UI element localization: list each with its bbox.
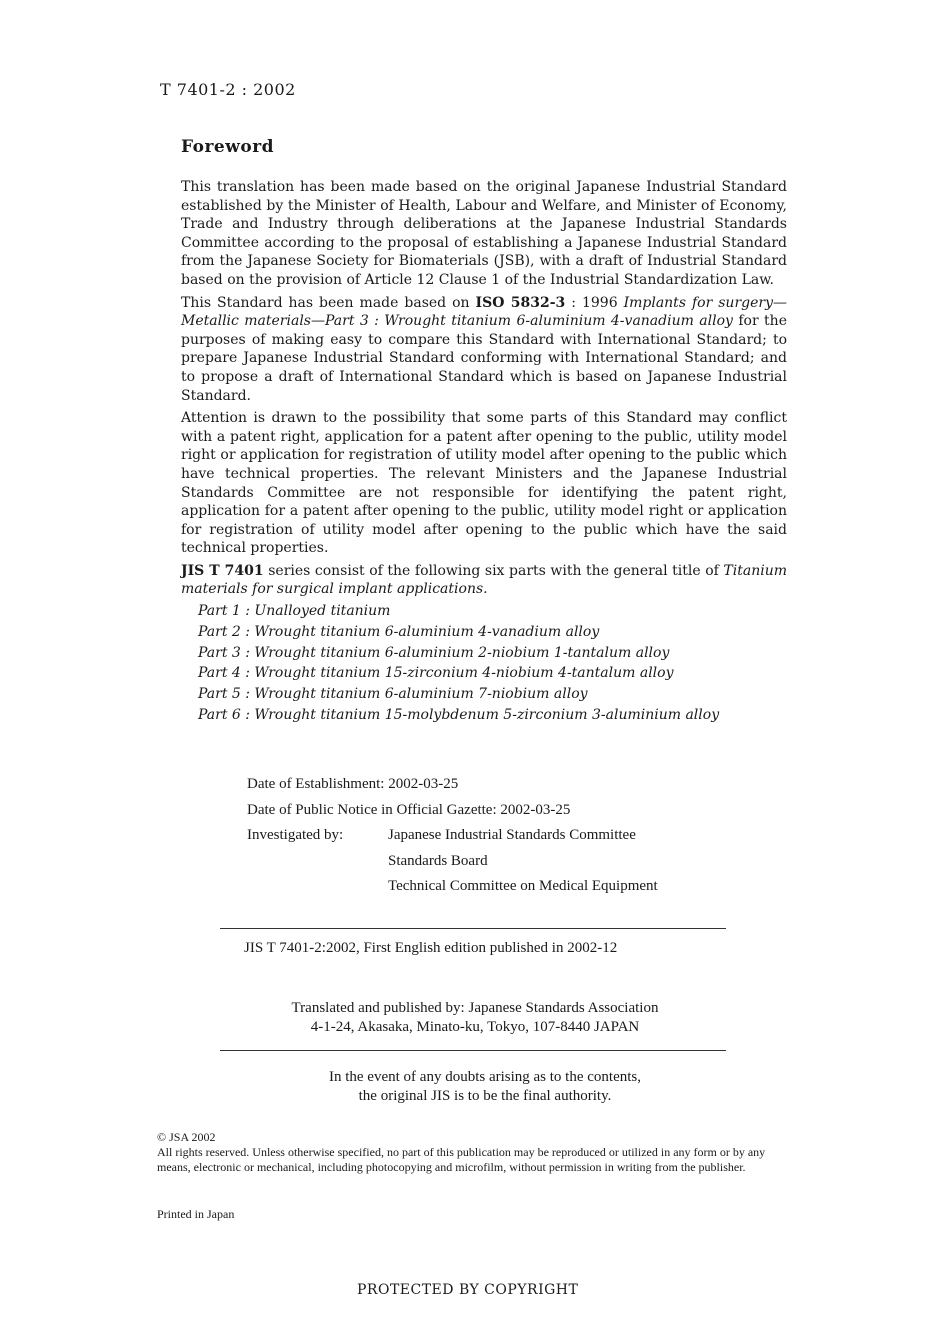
copyright-notice: All rights reserved. Unless otherwise specified, no part of this publication may be reproduced or utilized in any form or by any means, electronic or mechanical, including photocopying and microfilm, without permission in writing from the publisher. [157, 1145, 766, 1174]
foreword-paragraph-4 [181, 562, 787, 599]
list-item: Part 2 : Wrought titanium 6-aluminium 4-vanadium alloy [198, 623, 600, 640]
p4-text: series consist of the following six parts with the general title of [263, 562, 724, 579]
jis-reference: JIS T 7401 [181, 562, 264, 579]
series-title: Titanium materials for surgical implant applications. [181, 562, 787, 598]
publisher-address: 4-1-24, Akasaka, Minato-ku, Tokyo, 107-8440 JAPAN [310, 1019, 640, 1035]
p2-text: This Standard has been made based on [181, 294, 476, 311]
publisher-block [220, 999, 730, 1037]
authority-line-1: In the event of any doubts arising as to the contents, [328, 1069, 641, 1085]
list-item: Part 3 : Wrought titanium 6-aluminium 2-niobium 1-tantalum alloy [198, 644, 670, 661]
copyright-owner: © JSA 2002 [157, 1130, 216, 1144]
investigated-row [247, 874, 658, 900]
establishment-date: Date of Establishment: 2002-03-25 [247, 776, 459, 792]
authority-line-2: the original JIS is to be the final authority. [358, 1088, 612, 1104]
investigated-body-1: Japanese Industrial Standards Committee [388, 827, 636, 843]
gazette-date: Date of Public Notice in Official Gazette: 2002-03-25 [247, 801, 571, 818]
investigated-row [247, 849, 658, 875]
foreword-heading: Foreword [181, 137, 275, 157]
iso-reference: ISO 5832-3 [475, 294, 566, 311]
iso-year: : 1996 [565, 294, 624, 311]
divider [220, 1050, 726, 1051]
p2-text-end: for the purposes of making easy to compare this Standard with International Standard; to prepare Japanese Industrial Standard conforming with International Standard; and to propose a draft of International Standard which is based on Japanese Industrial Standard. [181, 313, 787, 404]
iso-title: Implants for surgery—Metallic materials—Part 3 : Wrought titanium 6-aluminium 4-vanadium alloy [181, 294, 787, 330]
authority-note [220, 1068, 750, 1106]
dates-block [247, 772, 658, 900]
document-number: T 7401-2 : 2002 [160, 80, 296, 99]
protected-footer: PROTECTED BY COPYRIGHT [357, 1282, 579, 1298]
foreword-paragraph-1: This translation has been made based on the original Japanese Industrial Standard established by the Minister of Health, Labour and Welfare, and Minister of Economy, Trade and Industry through deliberations at the Japanese Industrial Standards Committee according to the proposal of establishing a Japanese Industrial Standard from the Japanese Society for Biomaterials (JSB), with a draft of Industrial Standard based on the provision of Article 12 Clause 1 of the Industrial Standardization Law. [181, 179, 787, 288]
investigated-body-2: Standards Board [388, 852, 488, 869]
printed-note: Printed in Japan [157, 1207, 235, 1221]
list-item: Part 5 : Wrought titanium 6-aluminium 7-niobium alloy [198, 686, 588, 703]
foreword-paragraph-2 [181, 294, 787, 406]
list-item: Part 4 : Wrought titanium 15-zirconium 4-niobium 4-tantalum alloy [198, 665, 674, 682]
parts-list [198, 601, 787, 726]
copyright-block [157, 1130, 789, 1175]
edition-note: JIS T 7401-2:2002, First English edition published in 2002-12 [244, 940, 618, 956]
foreword-body [181, 178, 787, 726]
list-item: Part 1 : Unalloyed titanium [198, 603, 391, 620]
foreword-paragraph-3: Attention is drawn to the possibility that some parts of this Standard may conflict with a patent right, application for a patent after opening to the public, utility model right or application for registration of utility model after opening to the public which have technical properties. The relevant Ministers and the Japanese Industrial Standards Committee are not responsible for identifying the patent right, application for a patent after opening to the public, utility model right or application for registration of utility model after opening to the public which have the said technical properties. [181, 410, 787, 557]
divider [220, 928, 726, 929]
investigated-label: Investigated by: [247, 827, 344, 843]
investigated-row [247, 823, 658, 849]
list-item: Part 6 : Wrought titanium 15-molybdenum 5-zirconium 3-aluminium alloy [198, 707, 720, 724]
investigated-body-3: Technical Committee on Medical Equipment [388, 878, 658, 894]
publisher-line: Translated and published by: Japanese Standards Association [291, 1000, 659, 1016]
